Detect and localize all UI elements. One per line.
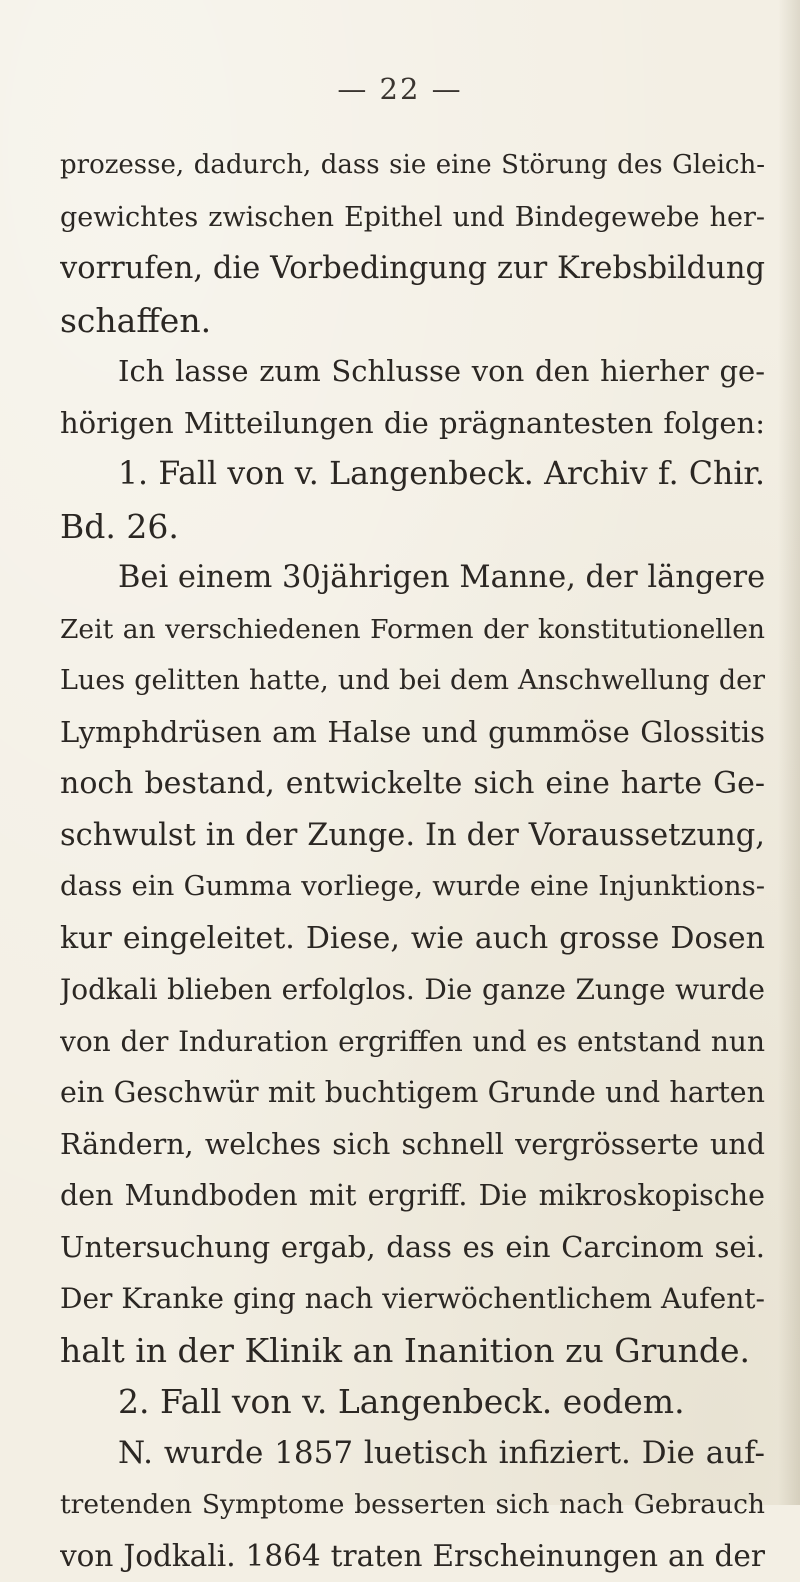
text-line: Zeit an verschiedenen Formen der konstitutionellen bbox=[60, 604, 765, 656]
text-line: 1. Fall von v. Langenbeck. Archiv f. Chir. bbox=[60, 449, 765, 501]
text-line: Jodkali blieben erfolglos. Die ganze Zunge wurde bbox=[60, 964, 765, 1016]
text-line: 2. Fall von v. Langenbeck. eodem. bbox=[60, 1376, 765, 1428]
text-line: Der Kranke ging nach vierwöchentlichem Aufent- bbox=[60, 1273, 765, 1325]
text-line: noch bestand, entwickelte sich eine harte Ge- bbox=[60, 758, 765, 810]
text-line: tretenden Symptome besserten sich nach Gebrauch bbox=[60, 1479, 765, 1531]
text-line: Bei einem 30jährigen Manne, der längere bbox=[60, 552, 765, 604]
text-line: dass ein Gumma vorliege, wurde eine Injunktions- bbox=[60, 861, 765, 913]
text-line: Lues gelitten hatte, und bei dem Anschwellung der bbox=[60, 655, 765, 707]
text-line: Bd. 26. bbox=[60, 501, 765, 553]
text-line: Lymphdrüsen am Halse und gummöse Glossitis bbox=[60, 707, 765, 759]
text-line: schwulst in der Zunge. In der Voraussetzung, bbox=[60, 810, 765, 862]
text-line: Ich lasse zum Schlusse von den hierher ge- bbox=[60, 346, 765, 398]
text-line: halt in der Klinik an Inanition zu Grunde. bbox=[60, 1325, 765, 1377]
text-line: schaffen. bbox=[60, 295, 765, 347]
page-number: — 22 — bbox=[0, 72, 800, 106]
text-line: den Mundboden mit ergriff. Die mikroskopische bbox=[60, 1170, 765, 1222]
text-line: ein Geschwür mit buchtigem Grunde und harten bbox=[60, 1067, 765, 1119]
text-line: hörigen Mitteilungen die prägnantesten folgen: bbox=[60, 398, 765, 450]
text-line: N. wurde 1857 luetisch infiziert. Die auf- bbox=[60, 1428, 765, 1480]
text-line: kur eingeleitet. Diese, wie auch grosse Dosen bbox=[60, 913, 765, 965]
text-line: von Jodkali. 1864 traten Erscheinungen an der bbox=[60, 1531, 765, 1582]
page-edge-shadow bbox=[778, 0, 800, 1505]
text-line: Untersuchung ergab, dass es ein Carcinom sei. bbox=[60, 1222, 765, 1274]
text-line: vorrufen, die Vorbedingung zur Krebsbildung bbox=[60, 243, 765, 295]
text-line: prozesse, dadurch, dass sie eine Störung des Gleich- bbox=[60, 140, 765, 192]
text-line: Rändern, welches sich schnell vergrösserte und bbox=[60, 1119, 765, 1171]
body-text bbox=[60, 140, 765, 1582]
text-line: von der Induration ergriffen und es entstand nun bbox=[60, 1016, 765, 1068]
text-line: gewichtes zwischen Epithel und Bindegewebe her- bbox=[60, 192, 765, 244]
